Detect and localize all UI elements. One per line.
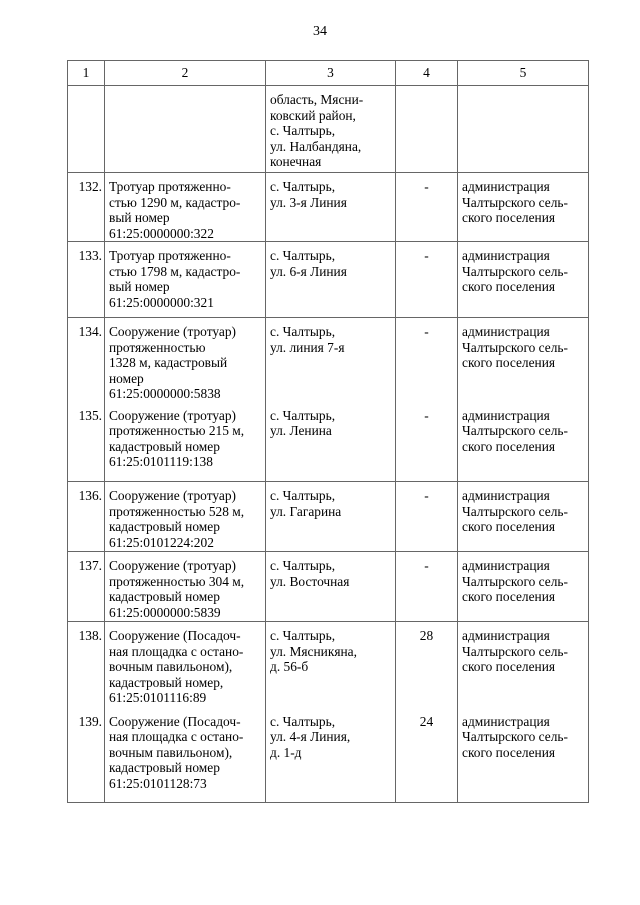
address-cell: с. Чалтырь, ул. линия 7-я	[266, 318, 396, 408]
value-cell: 24	[396, 714, 458, 803]
address-cell: с. Чалтырь, ул. 3-я Линия	[266, 173, 396, 242]
object-name-cell: Тротуар протяженно- стью 1290 м, кадастро- вый номер 61:25:0000000:322	[105, 173, 266, 242]
address-cell: с. Чалтырь, ул. 4-я Линия, д. 1-д	[266, 714, 396, 803]
table-row	[68, 622, 589, 714]
page-number: 34	[313, 24, 327, 39]
owner-cell	[458, 86, 589, 173]
header-cell: 2	[105, 61, 266, 86]
owner-cell: администрация Чалтырского сель- ского поселения	[458, 552, 589, 622]
value-cell: 28	[396, 622, 458, 714]
object-name-cell: Тротуар протяженно- стью 1798 м, кадастро- вый номер 61:25:0000000:321	[105, 242, 266, 318]
owner-cell: администрация Чалтырского сель- ского поселения	[458, 714, 589, 803]
value-cell: -	[396, 318, 458, 408]
value-cell: -	[396, 242, 458, 318]
table-row	[68, 318, 589, 408]
object-name-cell: Сооружение (Посадоч- ная площадка с остано- вочным павильоном), кадастровый номер, 61:25:0101116:89	[105, 622, 266, 714]
value-cell: -	[396, 552, 458, 622]
address-cell: с. Чалтырь, ул. Гагарина	[266, 482, 396, 552]
row-number-cell: 139.	[68, 714, 105, 803]
header-cell: 5	[458, 61, 589, 86]
table-row	[68, 552, 589, 622]
address-cell: область, Мясни- ковский район, с. Чалтырь, ул. Налбандяна, конечная	[266, 86, 396, 173]
table-row	[68, 86, 589, 173]
header-cell: 4	[396, 61, 458, 86]
table-row	[68, 242, 589, 318]
row-number-cell: 138.	[68, 622, 105, 714]
header-cell: 3	[266, 61, 396, 86]
table-row	[68, 714, 589, 803]
owner-cell: администрация Чалтырского сель- ского поселения	[458, 482, 589, 552]
object-name-cell: Сооружение (тротуар) протяженностью 1328 м, кадастровый номер 61:25:0000000:5838	[105, 318, 266, 408]
value-cell	[396, 86, 458, 173]
value-cell: -	[396, 482, 458, 552]
owner-cell: администрация Чалтырского сель- ского поселения	[458, 408, 589, 482]
row-number-cell: 133.	[68, 242, 105, 318]
object-name-cell: Сооружение (тротуар) протяженностью 215 м, кадастровый номер 61:25:0101119:138	[105, 408, 266, 482]
row-number-cell: 134.	[68, 318, 105, 408]
object-name-cell: Сооружение (тротуар) протяженностью 304 м, кадастровый номер 61:25:0000000:5839	[105, 552, 266, 622]
table-header-row	[68, 61, 589, 86]
address-cell: с. Чалтырь, ул. 6-я Линия	[266, 242, 396, 318]
object-name-cell	[105, 86, 266, 173]
object-name-cell: Сооружение (тротуар) протяженностью 528 м, кадастровый номер 61:25:0101224:202	[105, 482, 266, 552]
owner-cell: администрация Чалтырского сель- ского поселения	[458, 173, 589, 242]
row-number-cell: 137.	[68, 552, 105, 622]
address-cell: с. Чалтырь, ул. Мясникяна, д. 56-б	[266, 622, 396, 714]
owner-cell: администрация Чалтырского сель- ского поселения	[458, 242, 589, 318]
value-cell: -	[396, 408, 458, 482]
value-cell: -	[396, 173, 458, 242]
address-cell: с. Чалтырь, ул. Восточная	[266, 552, 396, 622]
row-number-cell: 136.	[68, 482, 105, 552]
owner-cell: администрация Чалтырского сель- ского поселения	[458, 622, 589, 714]
table-row	[68, 173, 589, 242]
row-number-cell: 132.	[68, 173, 105, 242]
object-name-cell: Сооружение (Посадоч- ная площадка с остано- вочным павильоном), кадастровый номер 61:25:0101128:73	[105, 714, 266, 803]
row-number-cell	[68, 86, 105, 173]
owner-cell: администрация Чалтырского сель- ского поселения	[458, 318, 589, 408]
table-row	[68, 408, 589, 482]
table-row	[68, 482, 589, 552]
address-cell: с. Чалтырь, ул. Ленина	[266, 408, 396, 482]
header-cell: 1	[68, 61, 105, 86]
row-number-cell: 135.	[68, 408, 105, 482]
register-table	[67, 60, 589, 803]
